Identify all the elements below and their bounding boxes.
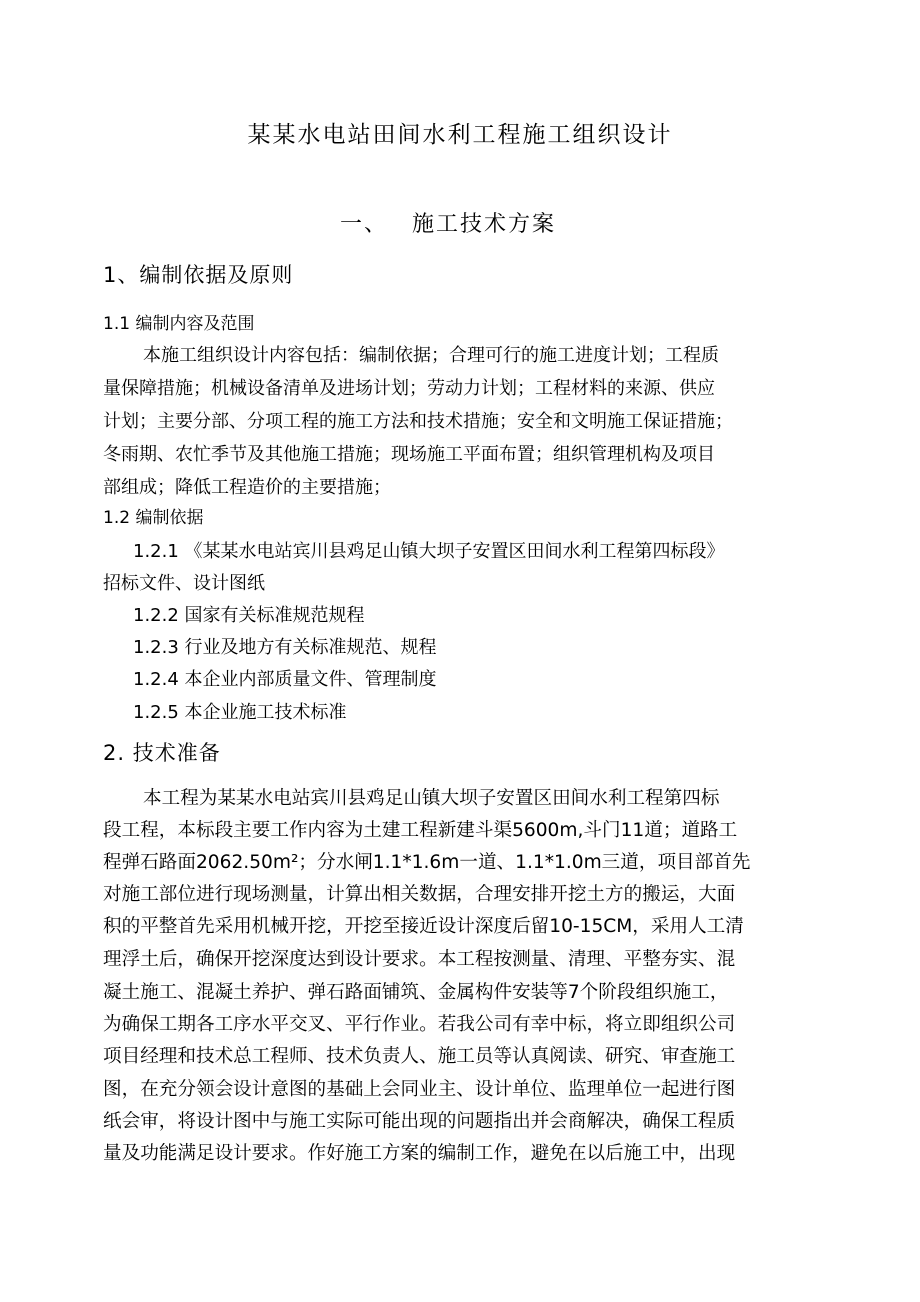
paragraph-line: 对施工部位进行现场测量，计算出相关数据，合理安排开挖土方的搬运，大面 bbox=[103, 884, 736, 905]
basis-item: 1.2.3 行业及地方有关标准规范、规程 bbox=[133, 637, 437, 658]
basis-item: 1.2.2 国家有关标准规范规程 bbox=[133, 605, 365, 626]
paragraph-line: 纸会审，将设计图中与施工实际可能出现的问题指出并会商解决，确保工程质 bbox=[103, 1111, 736, 1132]
basis-item-continuation: 招标文件、设计图纸 bbox=[103, 573, 265, 594]
section-1-heading: 1、编制依据及原则 bbox=[103, 263, 294, 287]
chapter-number: 一、 bbox=[340, 212, 389, 237]
section-1-1-heading: 1.1 编制内容及范围 bbox=[103, 314, 255, 334]
paragraph-line: 图，在充分领会设计意图的基础上会同业主、设计单位、监理单位一起进行图 bbox=[103, 1079, 736, 1100]
paragraph-line: 本工程为某某水电站宾川县鸡足山镇大坝子安置区田间水利工程第四标 bbox=[143, 788, 720, 809]
paragraph-line: 项目经理和技术总工程师、技术负责人、施工员等认真阅读、研究、审查施工 bbox=[103, 1046, 736, 1067]
basis-item: 1.2.1 《某某水电站宾川县鸡足山镇大坝子安置区田间水利工程第四标段》 bbox=[133, 541, 725, 562]
paragraph-line: 凝土施工、混凝土养护、弹石路面铺筑、金属构件安装等7个阶段组织施工， bbox=[103, 982, 729, 1003]
paragraph-line: 量及功能满足设计要求。作好施工方案的编制工作，避免在以后施工中，出现 bbox=[103, 1143, 736, 1164]
paragraph-line: 程弹石路面2062.50m²；分水闸1.1*1.6m一道、1.1*1.0m三道，项目部首先 bbox=[103, 852, 751, 873]
paragraph-line: 为确保工期各工序水平交叉、平行作业。若我公司有幸中标，将立即组织公司 bbox=[103, 1014, 736, 1035]
paragraph-line: 积的平整首先采用机械开挖，开挖至接近设计深度后留10-15CM，采用人工清 bbox=[103, 916, 744, 937]
section-1-2-heading: 1.2 编制依据 bbox=[103, 508, 204, 528]
chapter-title: 施工技术方案 bbox=[412, 212, 557, 237]
paragraph-line: 计划；主要分部、分项工程的施工方法和技术措施；安全和文明施工保证措施； bbox=[103, 411, 733, 432]
paragraph-line: 段工程，本标段主要工作内容为土建工程新建斗渠5600m,斗门11道；道路工 bbox=[103, 820, 738, 841]
paragraph-line: 量保障措施；机械设备清单及进场计划；劳动力计划；工程材料的来源、供应 bbox=[103, 378, 715, 399]
document-title: 某某水电站田间水利工程施工组织设计 bbox=[247, 122, 673, 148]
section-2-heading: 2. 技术准备 bbox=[103, 741, 221, 765]
paragraph-line: 本施工组织设计内容包括：编制依据；合理可行的施工进度计划；工程质 bbox=[143, 345, 719, 366]
basis-item: 1.2.5 本企业施工技术标准 bbox=[133, 702, 347, 723]
paragraph-line: 部组成；降低工程造价的主要措施； bbox=[103, 477, 391, 498]
paragraph-line: 冬雨期、农忙季节及其他施工措施；现场施工平面布置；组织管理机构及项目 bbox=[103, 444, 715, 465]
basis-item: 1.2.4 本企业内部质量文件、管理制度 bbox=[133, 669, 437, 690]
paragraph-line: 理浮土后，确保开挖深度达到设计要求。本工程按测量、清理、平整夯实、混 bbox=[103, 949, 736, 970]
